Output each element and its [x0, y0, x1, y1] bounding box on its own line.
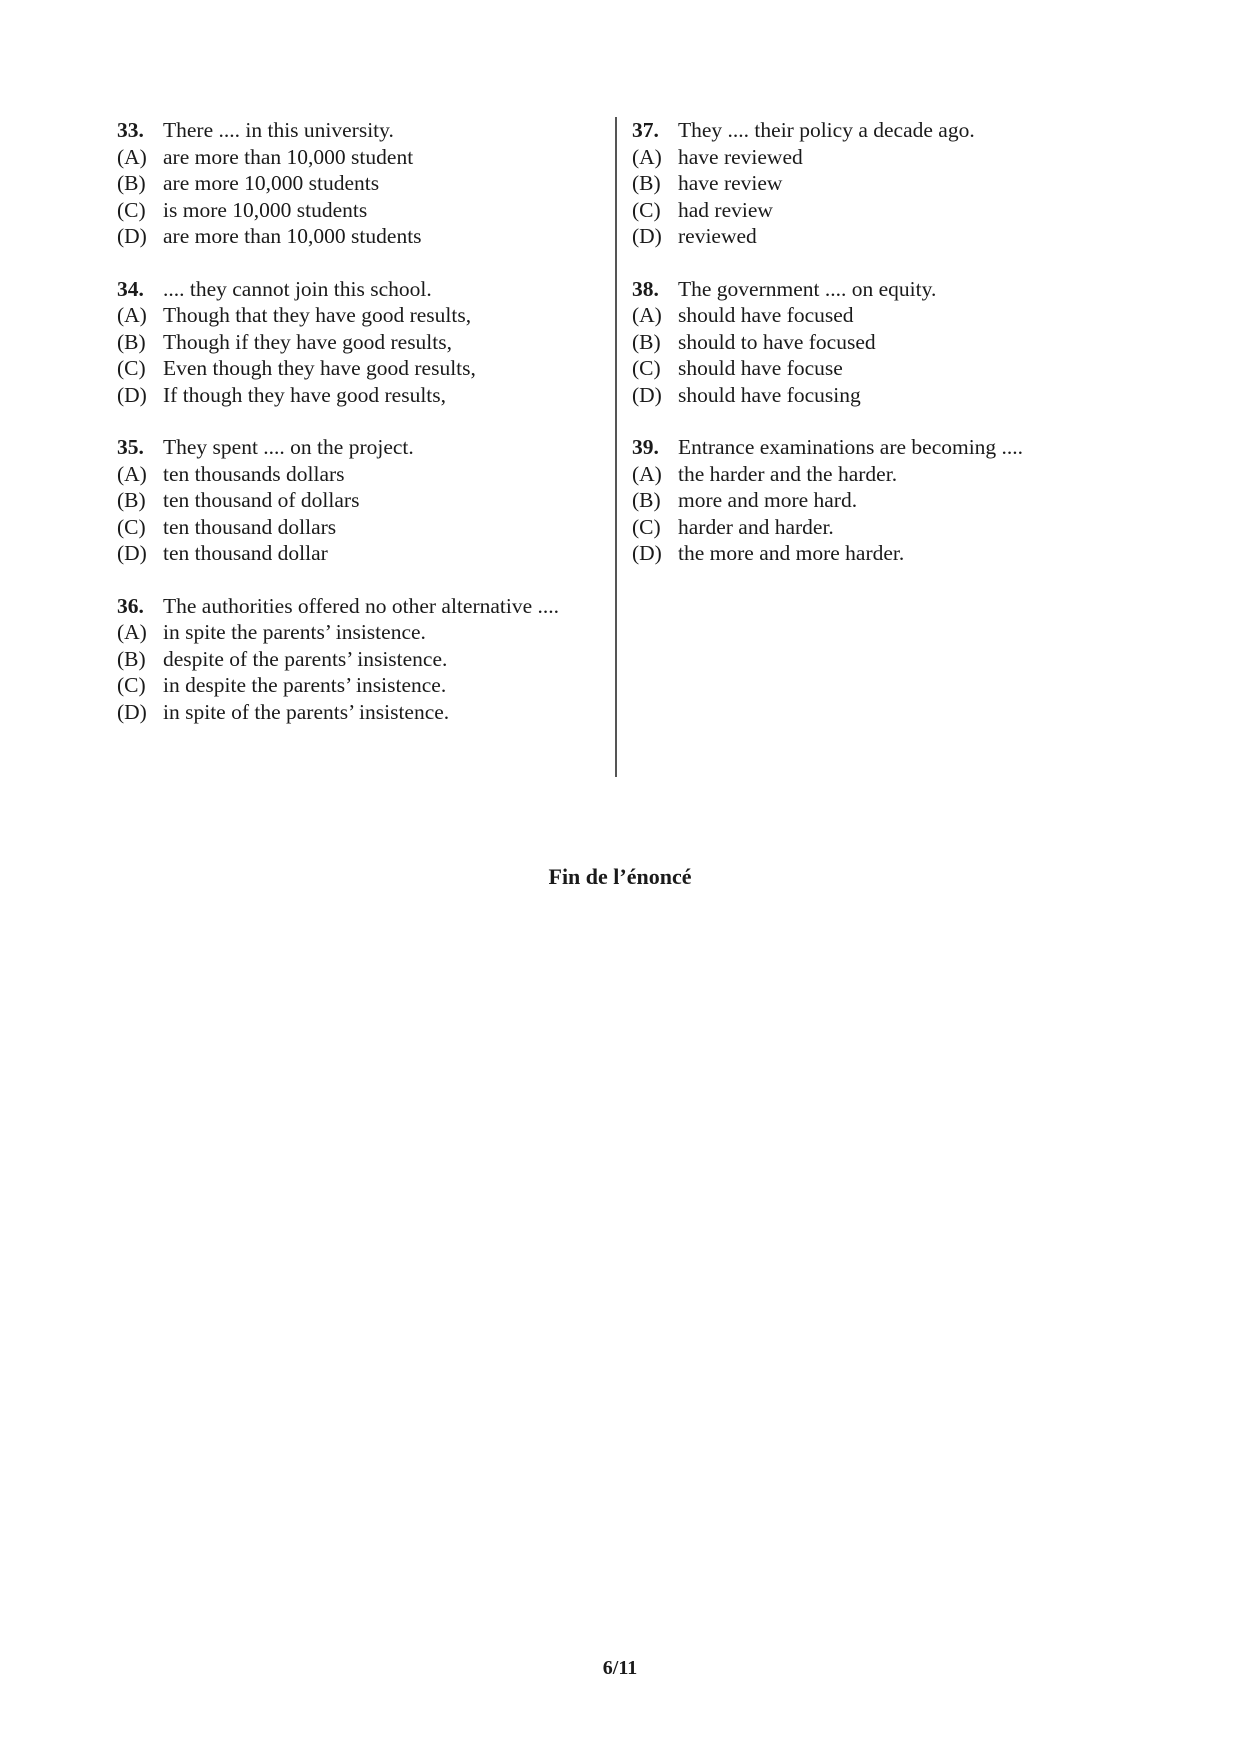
option-letter: (D) — [632, 541, 662, 565]
answer-option — [632, 170, 1152, 197]
option-letter: (B) — [117, 329, 146, 354]
answer-option — [632, 514, 1152, 541]
option-text: ten thousands dollars — [163, 461, 345, 486]
answer-option — [632, 302, 1152, 329]
answer-option — [632, 329, 1152, 356]
question-stem — [632, 276, 1152, 303]
option-letter: (B) — [117, 171, 146, 195]
question-text: The government .... on equity. — [678, 276, 937, 301]
question-text: They spent .... on the project. — [163, 435, 414, 459]
answer-option — [117, 223, 617, 250]
question-number: 38. — [632, 276, 659, 301]
question-block — [632, 434, 1152, 567]
option-text: are more than 10,000 students — [163, 224, 422, 248]
question-text: They .... their policy a decade ago. — [678, 118, 975, 142]
option-letter: (C) — [117, 197, 146, 222]
option-letter: (A) — [632, 303, 662, 327]
question-text: There .... in this university. — [163, 118, 394, 142]
option-text: are more than 10,000 student — [163, 144, 414, 169]
answer-option — [117, 170, 617, 197]
question-stem — [632, 434, 1152, 461]
option-letter: (A) — [117, 461, 147, 486]
answer-option — [117, 540, 617, 567]
option-letter: (B) — [632, 488, 661, 512]
answer-option — [117, 329, 617, 356]
option-letter: (A) — [117, 620, 147, 644]
option-text: Even though they have good results, — [163, 356, 476, 380]
question-stem — [117, 593, 617, 620]
question-columns — [0, 0, 1240, 800]
question-number: 36. — [117, 593, 144, 618]
answer-option — [632, 487, 1152, 514]
column-divider — [615, 117, 617, 777]
option-letter: (D) — [117, 382, 147, 407]
option-text: should to have focused — [678, 329, 876, 354]
option-text: harder and harder. — [678, 514, 834, 539]
question-stem — [117, 276, 617, 303]
option-letter: (D) — [632, 382, 662, 407]
question-block — [117, 593, 617, 726]
answer-option — [632, 382, 1152, 409]
question-text: .... they cannot join this school. — [163, 276, 432, 301]
answer-option — [117, 382, 617, 409]
answer-option — [632, 223, 1152, 250]
answer-option — [117, 355, 617, 382]
option-text: had review — [678, 197, 773, 222]
answer-option — [117, 144, 617, 171]
option-text: If though they have good results, — [163, 382, 447, 407]
question-stem — [117, 434, 617, 461]
option-text: Though that they have good results, — [163, 303, 472, 327]
answer-option — [632, 197, 1152, 224]
option-text: in despite the parents’ insistence. — [163, 673, 447, 697]
question-block — [117, 276, 617, 409]
option-letter: (A) — [632, 461, 662, 486]
option-text: have review — [678, 171, 783, 195]
option-letter: (C) — [632, 514, 661, 539]
question-block — [632, 276, 1152, 409]
option-letter: (C) — [632, 356, 661, 380]
page-number: 6/11 — [602, 1657, 638, 1679]
question-text: Entrance examinations are becoming .... — [678, 435, 1024, 459]
option-text: should have focusing — [678, 382, 861, 407]
option-letter: (B) — [117, 646, 146, 671]
question-number: 34. — [117, 276, 144, 301]
option-letter: (A) — [117, 144, 147, 169]
answer-option — [117, 619, 617, 646]
option-text: the harder and the harder. — [678, 461, 898, 486]
answer-option — [117, 487, 617, 514]
option-text: reviewed — [678, 224, 757, 248]
option-letter: (B) — [117, 488, 146, 512]
end-of-statement: Fin de l’énoncé — [548, 864, 692, 889]
option-letter: (D) — [117, 699, 147, 724]
option-letter: (D) — [117, 541, 147, 565]
answer-option — [117, 514, 617, 541]
answer-option — [117, 672, 617, 699]
option-letter: (D) — [632, 224, 662, 248]
option-letter: (C) — [117, 514, 146, 539]
question-text: The authorities offered no other alternative .... — [163, 593, 560, 618]
option-text: is more 10,000 students — [163, 197, 368, 222]
option-letter: (A) — [632, 144, 662, 169]
option-text: in spite of the parents’ insistence. — [163, 699, 450, 724]
answer-option — [117, 699, 617, 726]
option-text: the more and more harder. — [678, 541, 905, 565]
option-letter: (C) — [117, 673, 146, 697]
answer-option — [117, 646, 617, 673]
option-text: should have focuse — [678, 356, 843, 380]
left-column — [117, 117, 617, 751]
question-block — [117, 434, 617, 567]
option-letter: (B) — [632, 171, 661, 195]
question-number: 37. — [632, 118, 659, 142]
option-text: ten thousand of dollars — [163, 488, 360, 512]
option-text: Though if they have good results, — [163, 329, 453, 354]
answer-option — [117, 197, 617, 224]
answer-option — [117, 302, 617, 329]
question-block — [632, 117, 1152, 250]
answer-option — [632, 461, 1152, 488]
question-stem — [117, 117, 617, 144]
answer-option — [117, 461, 617, 488]
option-text: have reviewed — [678, 144, 803, 169]
option-text: are more 10,000 students — [163, 171, 380, 195]
answer-option — [632, 144, 1152, 171]
answer-option — [632, 540, 1152, 567]
option-letter: (A) — [117, 303, 147, 327]
option-text: ten thousand dollar — [163, 541, 328, 565]
option-text: should have focused — [678, 303, 854, 327]
option-letter: (C) — [632, 197, 661, 222]
option-text: ten thousand dollars — [163, 514, 337, 539]
question-block — [117, 117, 617, 250]
option-letter: (B) — [632, 329, 661, 354]
option-letter: (D) — [117, 224, 147, 248]
option-text: more and more hard. — [678, 488, 858, 512]
option-text: in spite the parents’ insistence. — [163, 620, 426, 644]
question-number: 33. — [117, 118, 144, 142]
option-letter: (C) — [117, 356, 146, 380]
question-number: 35. — [117, 435, 144, 459]
option-text: despite of the parents’ insistence. — [163, 646, 448, 671]
right-column — [632, 117, 1152, 593]
question-stem — [632, 117, 1152, 144]
question-number: 39. — [632, 435, 659, 459]
answer-option — [632, 355, 1152, 382]
